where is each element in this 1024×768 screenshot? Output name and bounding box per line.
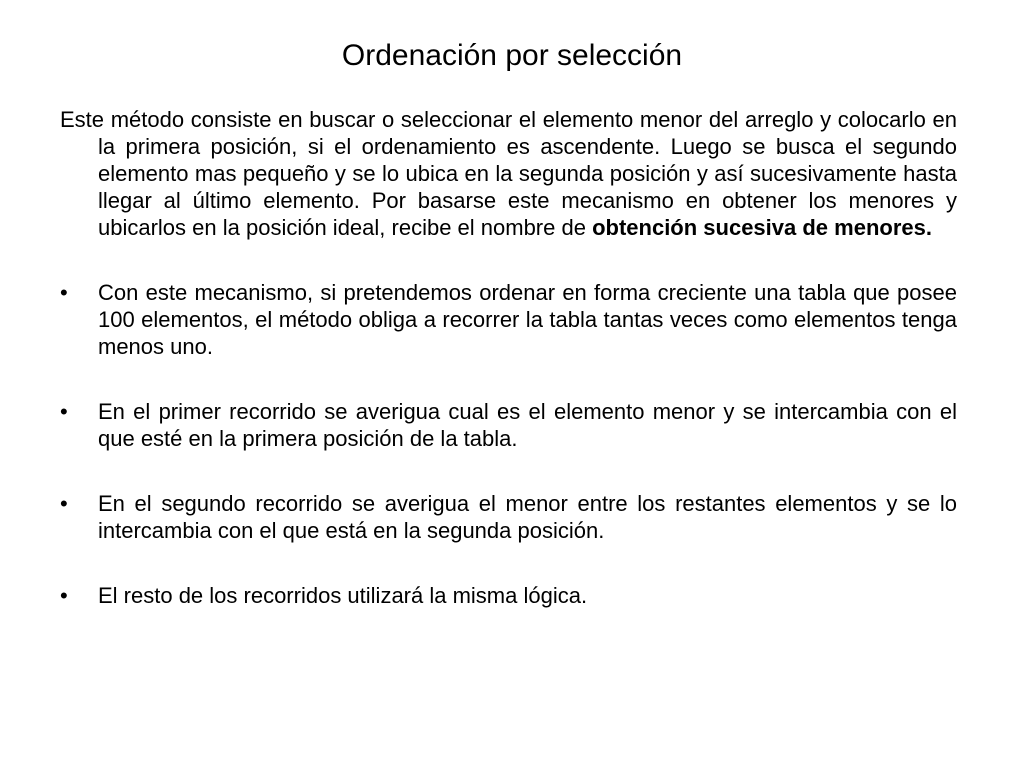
- bullet-text: El resto de los recorridos utilizará la misma lógica.: [98, 583, 588, 608]
- bullet-item: [60, 490, 957, 544]
- bullet-text: Con este mecanismo, si pretendemos ordenar en forma creciente una tabla que posee 100 elementos, el método obliga a recorrer la tabla tantas veces como elementos tenga menos uno.: [98, 280, 957, 359]
- bullet-dot: •: [60, 583, 68, 608]
- bullet-dot: •: [60, 280, 68, 305]
- intro-bold-term: obtención sucesiva de menores.: [592, 215, 932, 240]
- bullet-item: [60, 582, 957, 609]
- bullet-item: [60, 279, 957, 360]
- bullet-text: En el segundo recorrido se averigua el menor entre los restantes elementos y se lo intercambia con el que está en la segunda posición.: [98, 491, 957, 543]
- bullet-text: En el primer recorrido se averigua cual es el elemento menor y se intercambia con el que esté en la primera posición de la tabla.: [98, 399, 957, 451]
- bullet-item: [60, 398, 957, 452]
- intro-text: Este método consiste en buscar o seleccionar el elemento menor del arreglo y colocarlo en la primera posición, si el ordenamiento es ascendente. Luego se busca el segundo elemento mas pequeño y se lo ubica en la segunda posición y así sucesivamente hasta llegar al último elemento. Por basarse este mecanismo en obtener los menores y ubicarlos en la posición ideal, recibe el nombre de: [60, 107, 957, 240]
- slide-title: Ordenación por selección: [341, 39, 683, 72]
- bullet-dot: •: [60, 491, 68, 516]
- intro-paragraph: [60, 106, 957, 241]
- bullet-dot: •: [60, 399, 68, 424]
- slide-content: [60, 106, 957, 609]
